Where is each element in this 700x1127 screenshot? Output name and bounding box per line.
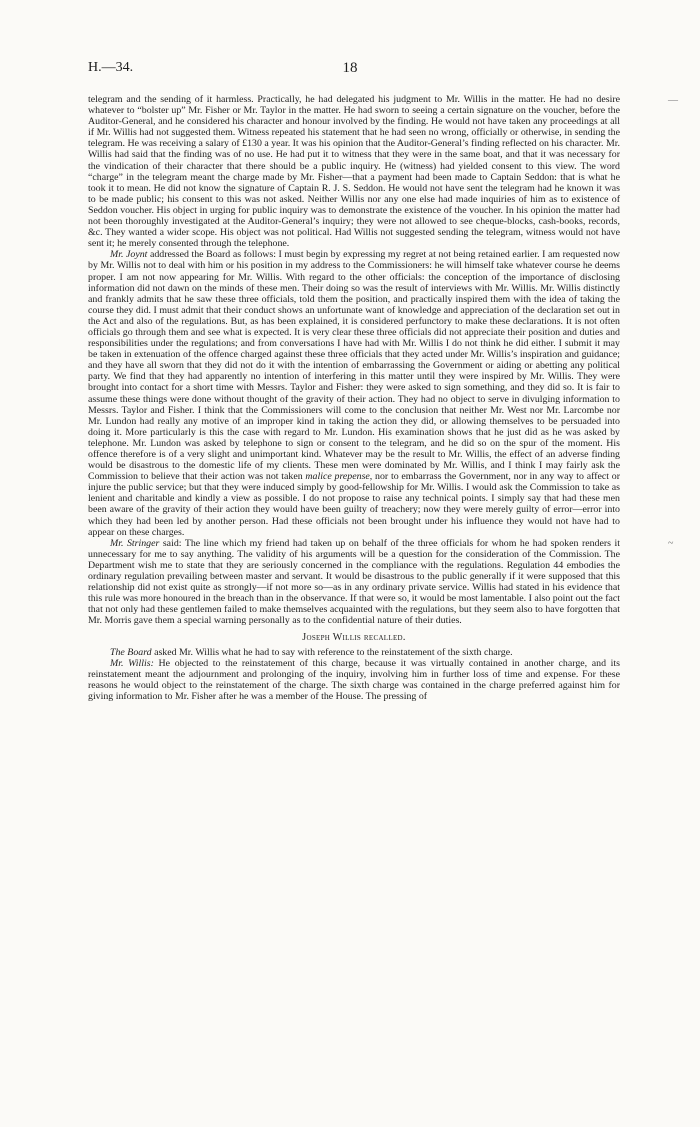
- paragraph-text-continued: nor to embarrass the Government, nor in any way to affect or injure the public service; but that they were induced simply by good-fellowship for Mr. Willis. I would ask the Commission to take as lenient and charitable and kindly a view as possible. I do not propose to raise any technical points. I simply say that had these men been aware of the gravity of their action they would have been guilty of treachery; now they were merely guilty of error—error into which they had been led by another person. Had these officials not been brought under his influence they would not have had to appear on these charges.: [88, 471, 620, 538]
- page-header: [88, 60, 612, 80]
- paragraph-text: asked Mr. Willis what he had to say with reference to the reinstatement of the sixth charge.: [154, 646, 513, 658]
- paragraph-text: said: The line which my friend had taken up on behalf of the three officials for whom he had spoken renders it unnecessary for me to say anything. The validity of his arguments will be a question for the consideration of the Commission. The Department wish me to state that they are seriously concerned in the compliance with the regulations. Regulation 44 embodies the ordinary regulation prevailing between master and servant. It would be disastrous to the public generally if it were supposed that this relationship did not exist quite as strongly—if not more so—as in any ordinary private service. Willis had stated in his evidence that this rule was more honoured in the breach than in the observance. If that were so, it would be most lamentable. I also point out the fact that not only had these gentlemen failed to make themselves acquainted with the regulations, but they seem also to have forgotten that Mr. Morris gave them a special warning personally as to the confidential nature of their duties.: [88, 537, 621, 627]
- speaker-name: Mr. Willis:: [110, 657, 154, 669]
- margin-mark: ~: [668, 538, 674, 549]
- speaker-name: The Board: [110, 646, 152, 658]
- paragraph-text: He objected to the reinstatement of this charge, because it was virtually contained in another charge, and its reinstatement meant the adjournment and prolonging of the inquiry, involving him in further loss of time and expense. For these reasons he would object to the reinstatement of the charge. The sixth charge was contained in the charge preferred against him for giving information to Mr. Fisher after he was a member of the House. The pressing of: [88, 657, 621, 702]
- paragraph-joynt-address: [88, 249, 620, 537]
- speaker-name: Mr. Joynt: [110, 249, 148, 261]
- paragraph-board-question: [88, 647, 620, 658]
- paragraph-witness-statement: telegram and the sending of it harmless. Practically, he had delegated his judgment to Mr. Willis in the matter. He had no desire whatever to “bolster up” Mr. Fisher or Mr. Taylor in the matter. He had sworn to seeing a certain signature on the voucher, before the Auditor-General, and he considered his character and honour involved by the finding. He would not have taken any proceedings at all if Mr. Willis had not suggested them. Witness repeated his statement that he had seen no wrong, officially or otherwise, in sending the telegram. He was receiving a salary of £130 a year. It was his opinion that the Auditor-General’s finding reflected on his character. Mr. Willis had said that the finding was of no use. He had put it to witness that they were in the same boat, and that it was necessary for the vindication of their character that there should be a public inquiry. He (witness) had yielded consent to this view. The word “charge” in the telegram meant the charge made by Mr. Fisher—that a payment had been made to Captain Seddon: that is what he took it to mean. He did not know the signature of Captain R. J. S. Seddon. He would not have sent the telegram had he known it was to be made public; his consent to this was not asked. Neither Willis nor any one else had made inquiries of him as to existence of Seddon voucher. His object in urging for public inquiry was to demonstrate the existence of the voucher. In his opinion the matter had not been thoroughly investigated at the Auditor-General’s inquiry; they were not allowed to see cheque-blocks, cash-books, records, &c. They wanted a wider scope. His object was not political. Had Willis not suggested sending the telegram, witness would not have sent it; he merely consented through the telephone.: [88, 94, 620, 250]
- paragraph-text: addressed the Board as follows: I must begin by expressing my regret at not being retained earlier. I am requested now by Mr. Willis not to deal with him or his position in my address to the Commissioners: he will himself take whatever course he deems proper. I am not now appearing for Mr. Willis. With regard to the other officials: the conception of the importance of disclosing information did not dawn on the minds of these men. Their doing so was the result of interviews with Mr. Willis. Mr. Willis distinctly and frankly admits that he saw these three officials, told them the position, and practically inspired them with the idea of taking the course they did. I must admit that their conduct shows an unfortunate want of knowledge and appreciation of the declaration set out in the Act and also of the regulations. But, as has been explained, it is considered perfunctory to make these declarations. It is not often officials go through them and see what is expected. It is very clear these three officials did not appreciate their position and duties and responsibilities under the regulations; and from conversations I have had with Mr. Willis I do not think he did either. I submit it may be taken in extenuation of the offence charged against these three officials that they acted under Mr. Willis’s inspiration and guidance; and they have all sworn that they did not do it with the intention of embarrassing the Government or aiding or abetting any political party. We find that they had apparently no intention of interfering in this matter until they were inspired by Mr. Willis. They were brought into contact for a short time with Messrs. Taylor and Fisher: they were asked to sign something, and they did so. It is fair to assume these things were done without thought of the gravity of their action. They had no object to serve in divulging information to Messrs. Taylor and Fisher. I think that the Commissioners will come to the conclusion that neither Mr. West nor Mr. Larcombe nor Mr. Lundon had really any motive of an improper kind in taking the action they did, or allowing themselves to be persuaded into doing it. More particularly is this the case with regard to Mr. Lundon. His examination shows that he just did as he was asked by telephone. Mr. Lundon was asked by telephone to sign or consent to the telegram, and he did so on the spur of the moment. His offence therefore is of a very slight and unimportant kind. Whatever may be the result to Mr. Willis, the effect of an adverse finding would be disastrous to the domestic life of my clients. These men were dominated by Mr. Willis, and I think I may fairly ask the Commission to believe that their action was not taken: [88, 249, 621, 483]
- document-reference: H.—34.: [88, 60, 134, 75]
- margin-mark: —: [668, 95, 678, 106]
- paragraph-stringer-address: [88, 538, 620, 627]
- speaker-name: Mr. Stringer: [110, 537, 160, 549]
- page-number: 18: [342, 60, 358, 76]
- section-heading: Joseph Willis recalled.: [302, 631, 406, 643]
- italic-phrase: malice prepense,: [305, 471, 373, 483]
- document-body: [88, 94, 620, 702]
- paragraph-willis-reply: [88, 658, 620, 702]
